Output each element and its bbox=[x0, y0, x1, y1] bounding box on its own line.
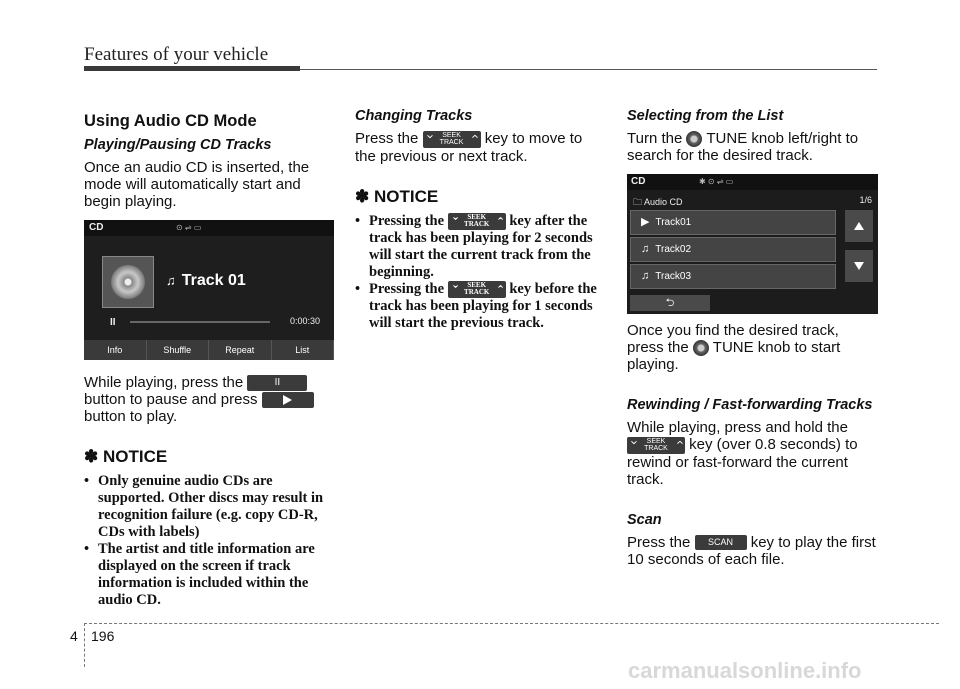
scroll-up-button[interactable] bbox=[845, 210, 873, 242]
tab-repeat[interactable]: Repeat bbox=[209, 340, 272, 360]
disc-icon bbox=[102, 256, 154, 308]
pause-play-text: While playing, press the II button to pause and press button to play. bbox=[84, 374, 336, 425]
subheading-changing-tracks: Changing Tracks bbox=[355, 108, 473, 124]
play-circle-icon: ▶ bbox=[641, 216, 650, 229]
seek-track-key-icon: ‹ SEEK TRACK › bbox=[423, 131, 481, 148]
music-note-icon: ♫ bbox=[166, 273, 176, 288]
notice-item: • Only genuine audio CDs are supported. Other discs may result in recognition failure (e.g. copy CD-R, CDs with labels) bbox=[84, 473, 336, 541]
pause-button-icon: II bbox=[247, 375, 307, 391]
changing-tracks-text: Press the ‹ SEEK TRACK › key to move to the previous or next track. bbox=[355, 130, 607, 165]
screen-tabs bbox=[84, 340, 334, 360]
track-list-screen bbox=[627, 174, 878, 314]
tab-list[interactable]: List bbox=[272, 340, 335, 360]
seek-track-key-icon: ‹ SEEK TRACK › bbox=[448, 281, 506, 298]
list-item[interactable]: ▶ Track01 bbox=[630, 210, 836, 235]
footer-divider bbox=[84, 623, 85, 667]
list-item[interactable]: ♫ Track02 bbox=[630, 237, 836, 262]
scroll-down-button[interactable] bbox=[845, 250, 873, 282]
tab-info[interactable]: Info bbox=[84, 340, 147, 360]
found-track-text: Once you find the desired track, press the TUNE knob to start playing. bbox=[627, 322, 841, 374]
list-item[interactable]: ♫ Track03 bbox=[630, 264, 836, 289]
rewinding-text: While playing, press and hold the ‹ SEEK TRACK › key (over 0.8 seconds) to rewind or fast-forward the current track. bbox=[627, 419, 879, 488]
notice-list bbox=[84, 473, 336, 609]
play-button-icon bbox=[262, 392, 314, 408]
scan-key-icon: SCAN bbox=[695, 535, 747, 550]
tune-knob-icon bbox=[693, 340, 709, 356]
status-icons: ⊙ ⇌ ▭ bbox=[176, 223, 202, 232]
selecting-list-text: Turn the TUNE knob left/right to search for the desired track. bbox=[627, 130, 859, 165]
tab-shuffle[interactable]: Shuffle bbox=[147, 340, 210, 360]
column-1 bbox=[84, 108, 336, 609]
cd-playback-screen bbox=[84, 220, 334, 360]
header-bar bbox=[84, 66, 300, 71]
notice-title: ✽ NOTICE bbox=[84, 447, 168, 467]
notice-list bbox=[355, 213, 607, 332]
progress-bar bbox=[130, 321, 270, 323]
subheading-rewinding: Rewinding / Fast-forwarding Tracks bbox=[627, 397, 873, 414]
screen-status-bar bbox=[84, 220, 334, 236]
scan-text: Press the SCAN key to play the first 10 seconds of each file. bbox=[627, 533, 876, 568]
current-track bbox=[166, 272, 246, 290]
notice-title: ✽ NOTICE bbox=[355, 186, 439, 206]
section-number: 4 bbox=[70, 628, 78, 644]
column-3 bbox=[627, 108, 879, 568]
screen-mode-label: CD bbox=[89, 222, 104, 233]
music-note-icon: ♫ bbox=[641, 243, 650, 256]
screen-mode-label: CD bbox=[631, 176, 646, 188]
watermark: carmanualsonline.info bbox=[628, 658, 862, 683]
pause-icon[interactable]: II bbox=[110, 317, 116, 328]
status-icons: ✱ ⊙ ⇌ ▭ bbox=[699, 177, 734, 187]
music-note-icon: ♫ bbox=[641, 270, 650, 283]
page-indicator: 1/6 bbox=[859, 195, 872, 206]
track-title: Track 01 bbox=[181, 272, 246, 289]
page-number: 196 bbox=[91, 628, 115, 644]
back-button[interactable]: ⮌ bbox=[630, 295, 710, 311]
seek-track-key-icon: ‹ SEEK TRACK › bbox=[627, 437, 685, 454]
notice-item: • Pressing the ‹ SEEK TRACK › key before the track has been playing for 1 seconds will start the previous track. bbox=[355, 281, 607, 332]
page-header-title: Features of your vehicle bbox=[84, 44, 269, 65]
subheading-playing-pausing: Playing/Pausing CD Tracks bbox=[84, 137, 272, 153]
section-heading: Using Audio CD Mode bbox=[84, 112, 257, 130]
column-2 bbox=[355, 108, 607, 332]
screen-status-bar bbox=[627, 174, 878, 190]
notice-item: • Pressing the ‹ SEEK TRACK › key after the track has been playing for 2 seconds will start the current track from the beginning. bbox=[355, 213, 607, 281]
folder-label: 🗀 Audio CD bbox=[633, 197, 683, 208]
tune-knob-icon bbox=[686, 131, 702, 147]
notice-item: • The artist and title information are displayed on the screen if track information is included within the audio CD. bbox=[84, 541, 336, 609]
header-rule bbox=[300, 69, 877, 70]
subheading-scan: Scan bbox=[627, 511, 662, 528]
seek-track-key-icon: ‹ SEEK TRACK › bbox=[448, 213, 506, 230]
subheading-selecting-list: Selecting from the List bbox=[627, 108, 784, 124]
cd-intro-text: Once an audio CD is inserted, the mode will automatically start and begin playing. bbox=[84, 159, 310, 210]
footer-rule bbox=[84, 623, 939, 624]
elapsed-time: 0:00:30 bbox=[290, 316, 321, 326]
folder-icon: 🗀 bbox=[633, 197, 645, 208]
